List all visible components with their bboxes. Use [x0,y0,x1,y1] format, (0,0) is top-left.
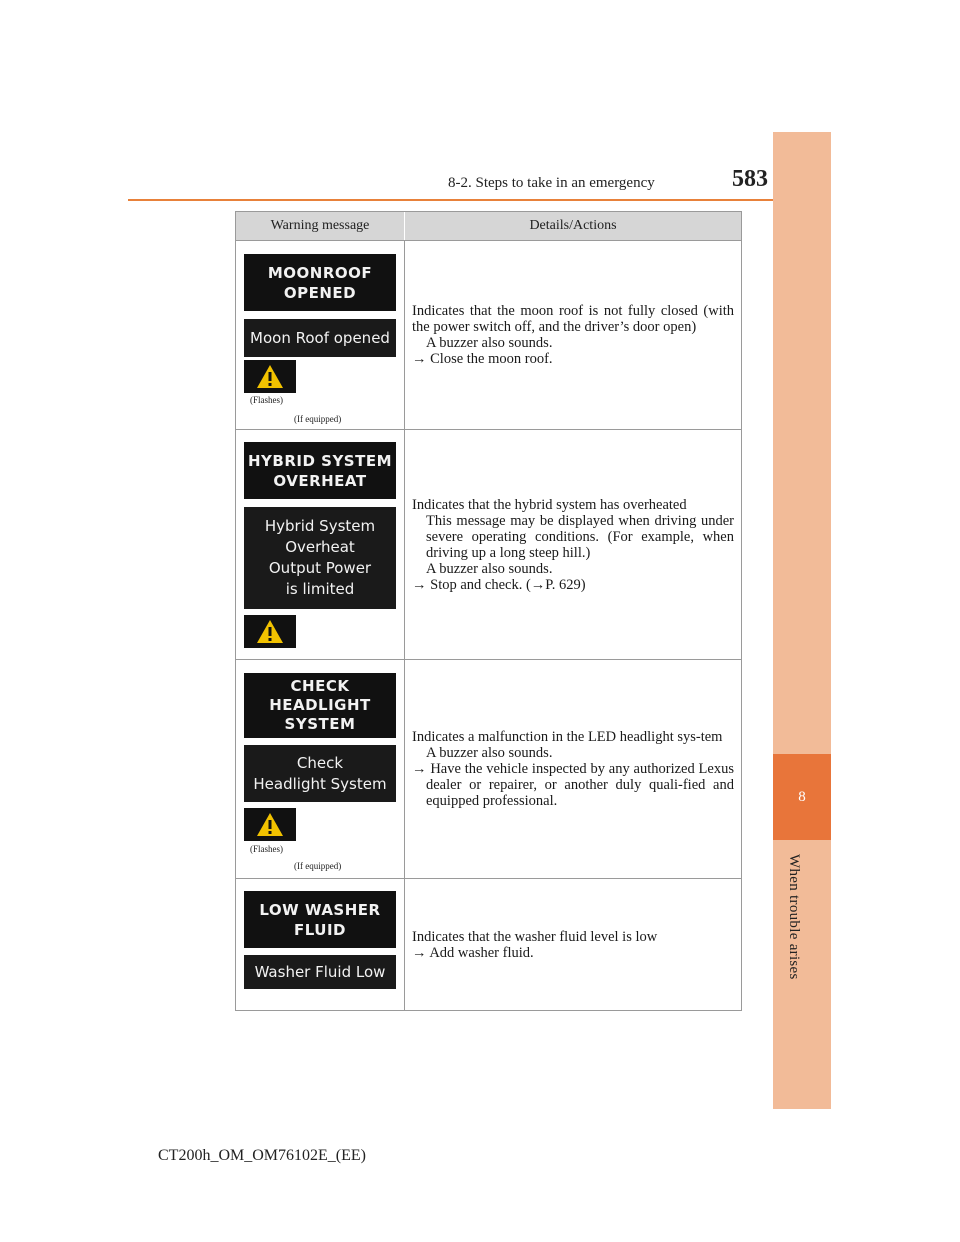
details-cell [405,660,741,878]
details-action: → Add washer fluid. [412,944,534,961]
column-header-details: Details/Actions [529,218,617,233]
document-code: CT200h_OM_OM76102E_(EE) [158,1147,366,1164]
page-number: 583 [732,166,768,192]
table-row [236,660,741,879]
warning-images [236,241,405,429]
warning-indicator [244,615,296,648]
warning-triangle-icon [256,364,284,389]
warning-triangle-icon [256,619,284,644]
details-sub: A buzzer also sounds. [426,745,553,761]
details-sub: This message may be displayed when driving under severe operating conditions. (For example, when driving up a long steep hill.) [426,512,734,561]
details-cell [405,879,741,1010]
warning-message-table [235,211,742,1011]
display-message-caps: HYBRID SYSTEM OVERHEAT [244,442,396,499]
details-action: → Close the moon roof. [412,351,553,367]
details-action: → Have the vehicle inspected by any authorized Lexus dealer or repairer, or another duly quali-fied and equipped professional. [412,761,734,809]
flashes-note: (Flashes) [250,844,283,854]
display-message-caps: MOONROOF OPENED [244,254,396,311]
details-cell [405,241,741,429]
display-message-mixed: Hybrid System Overheat Output Power is limited [244,507,396,609]
display-message-caps: CHECK HEADLIGHT SYSTEM [244,673,396,738]
details-sub: A buzzer also sounds. [426,560,553,577]
flashes-note: (Flashes) [250,395,283,405]
warning-images [236,879,405,1010]
warning-images [236,660,405,878]
chapter-number: 8 [773,754,831,840]
column-header-warning: Warning message [236,212,405,240]
display-message-caps: LOW WASHER FLUID [244,891,396,948]
chapter-title: When trouble arises [786,854,802,980]
table-row [236,241,741,430]
details-sub: A buzzer also sounds. [426,335,553,351]
details-main: Indicates that the washer fluid level is low [412,928,658,945]
warning-indicator [244,360,296,393]
table-row [236,430,741,660]
details-main: Indicates that the hybrid system has overheated [412,496,687,513]
details-action: → Stop and check. (→P. 629) [412,576,586,593]
header-rule [128,199,831,201]
table-header [236,212,741,241]
if-equipped-note: (If equipped) [294,414,342,424]
details-cell [405,430,741,659]
section-title: 8-2. Steps to take in an emergency [448,175,655,191]
chapter-side-tab [773,132,831,1109]
display-message-mixed: Check Headlight System [244,745,396,802]
details-main: Indicates that the moon roof is not fully closed (with the power switch off, and the driver’s door open) [412,303,734,335]
warning-triangle-icon [256,812,284,837]
details-main: Indicates a malfunction in the LED headlight sys-tem [412,729,723,745]
warning-indicator [244,808,296,841]
warning-images [236,430,405,659]
display-message-mixed: Moon Roof opened [244,319,396,357]
if-equipped-note: (If equipped) [294,861,342,871]
table-row [236,879,741,1010]
display-message-mixed: Washer Fluid Low [244,955,396,989]
